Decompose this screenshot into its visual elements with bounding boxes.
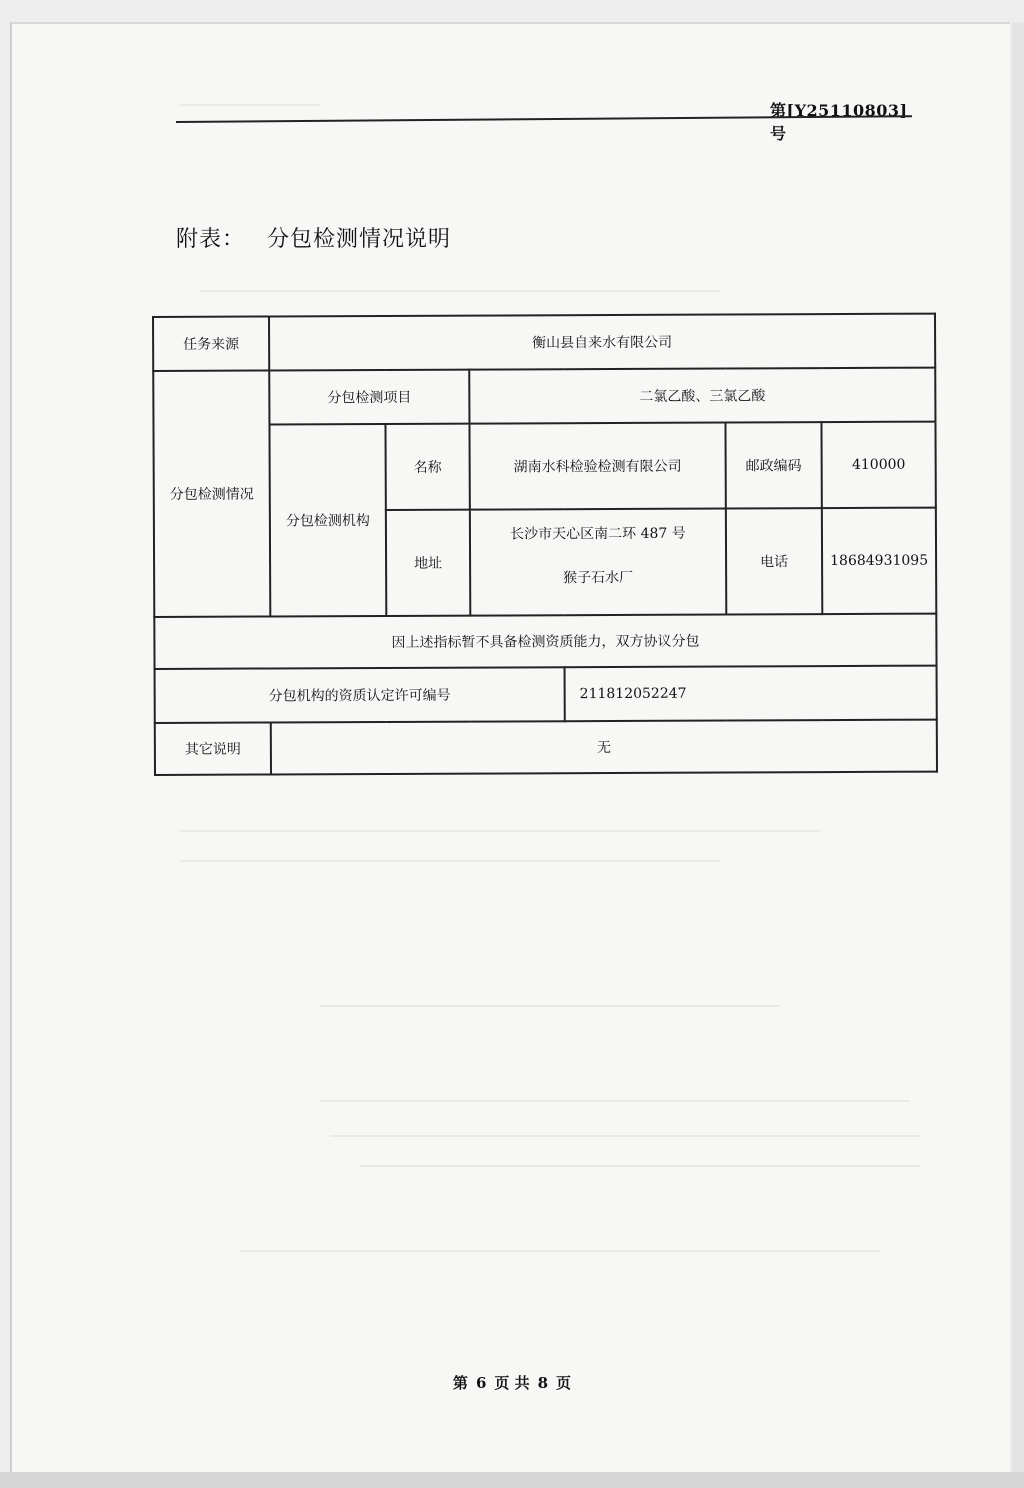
page-total: 8 [537,1374,549,1392]
reason-text: 因上述指标暂不具备检测资质能力，双方协议分包 [154,614,936,669]
name-label: 名称 [385,424,469,510]
report-number: 第[Y25110803]号 [770,101,908,143]
subcontract-label: 分包检测情况 [153,370,270,617]
bleed-through-mark [330,1135,920,1137]
bleed-through-mark [360,1165,920,1167]
table-row [154,614,936,669]
postcode-label: 邮政编码 [725,422,821,508]
bleed-through-mark [320,1005,780,1007]
address-line-1: 长沙市天心区南二环 487 号 [510,525,686,543]
bleed-through-mark [180,830,820,832]
title-text: 分包检测情况说明 [267,227,452,252]
bleed-through-mark [180,104,320,106]
bleed-through-mark [200,290,720,292]
table-row [155,666,937,723]
page-edge-shadow [1012,22,1024,1472]
task-source-value: 衡山县自来水有限公司 [269,314,935,371]
phone-value: 18684931095 [822,508,937,614]
table-row [153,422,935,511]
scan-bottom-edge [0,1472,1024,1488]
bleed-through-mark [320,1100,910,1102]
page-number [0,1372,1024,1393]
name-value: 湖南水科检验检测有限公司 [469,422,725,509]
address-line-2: 猴子石水厂 [563,569,634,587]
project-label: 分包检测项目 [269,370,469,425]
title-prefix: 附表： [176,227,246,252]
table-row [153,368,935,425]
page-suffix: 页 [556,1374,572,1392]
table-row [153,314,935,371]
other-label: 其它说明 [155,722,271,775]
page-title [176,222,451,253]
page-mid: 页 共 [494,1374,530,1392]
license-label: 分包机构的资质认定许可编号 [155,667,565,723]
phone-label: 电话 [726,508,822,614]
postcode-value: 410000 [821,422,935,508]
address-label: 地址 [386,510,470,616]
project-value: 二氯乙酸、三氯乙酸 [469,368,935,424]
table-row [155,720,937,775]
org-label: 分包检测机构 [269,424,386,617]
page-current: 6 [475,1374,487,1392]
bleed-through-mark [240,1250,880,1252]
other-value: 无 [271,720,937,775]
bleed-through-mark [180,860,720,862]
license-value: 211812052247 [565,666,937,722]
address-value [470,508,726,615]
task-source-label: 任务来源 [153,316,269,371]
page-prefix: 第 [452,1374,468,1392]
subcontract-table [152,313,938,776]
